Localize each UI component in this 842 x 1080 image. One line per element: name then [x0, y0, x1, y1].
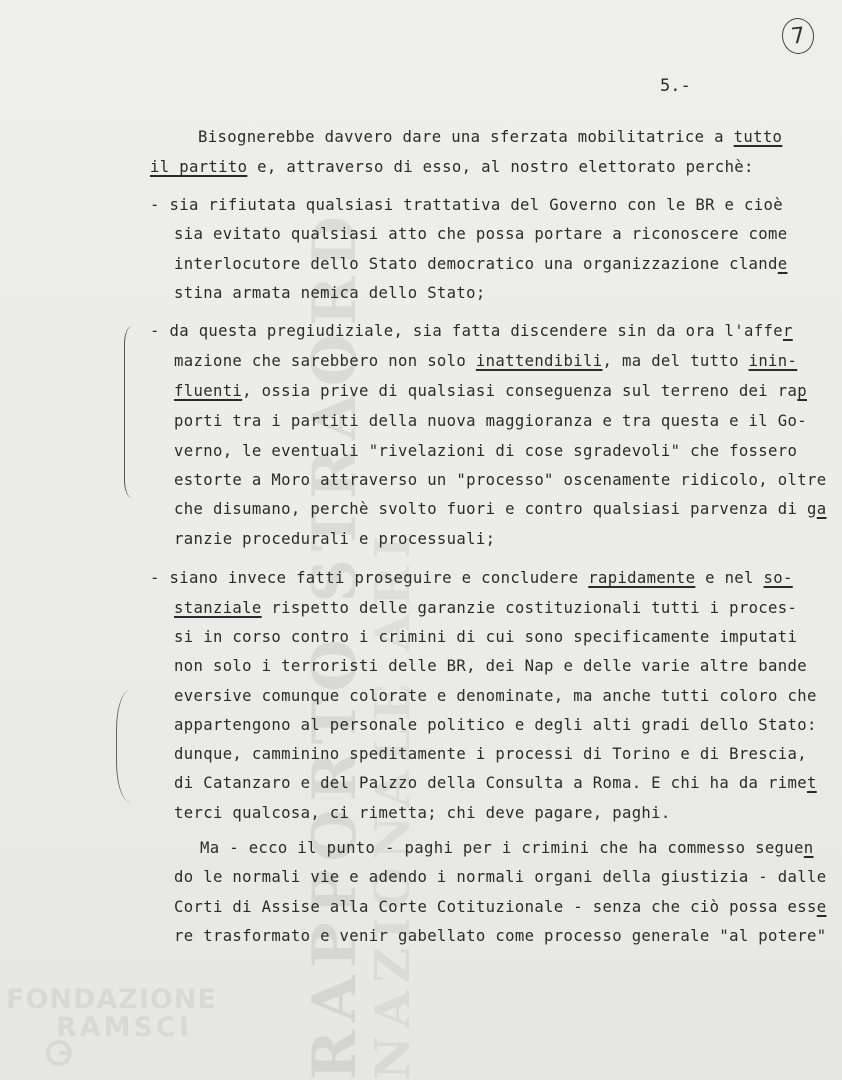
text-line [174, 499, 826, 519]
text-line [174, 715, 817, 735]
text-segment: interlocutore dello Stato democratico una organizzazione cland [174, 255, 778, 273]
text-segment: do le normali vie e adendo i normali organi della giustizia - dalle [174, 868, 827, 886]
text-segment: e nel [695, 569, 764, 587]
text-line [174, 867, 826, 887]
text-line [174, 897, 826, 917]
margin-bracket [116, 690, 137, 802]
underlined-text: inattendibili [475, 352, 603, 370]
text-segment: - da questa pregiudiziale, sia fatta discendere sin da ora l'affe [150, 322, 783, 340]
page-number: 5.- [660, 76, 691, 96]
text-segment: terci qualcosa, ci rimetta; chi deve pagare, paghi. [174, 804, 671, 822]
underlined-text: inin- [748, 352, 798, 370]
text-segment: - sia rifiutata qualsiasi trattativa del Governo con le BR e cioè [150, 196, 783, 214]
text-line [174, 283, 486, 303]
text-segment: e, attraverso di esso, al nostro elettorato perchè: [247, 158, 754, 176]
text-segment: ranzie procedurali e processuali; [174, 530, 496, 548]
text-segment: si in corso contro i crimini di cui sono specificamente imputati [174, 628, 798, 646]
text-segment: , ossia prive di qualsiasi conseguenza sul terreno dei ra [242, 382, 798, 400]
text-segment: sia evitato qualsiasi atto che possa portare a riconoscere come [174, 225, 788, 243]
underlined-text: so- [763, 569, 793, 587]
text-line [174, 627, 797, 647]
text-segment: porti tra i partiti della nuova maggioranza e tra questa e il Go- [174, 412, 807, 430]
text-segment: estorte a Moro attraverso un "processo" oscenamente ridicolo, oltre [174, 471, 827, 489]
text-line [174, 224, 788, 244]
margin-bracket [124, 326, 139, 498]
text-line [174, 381, 807, 401]
bleed-through-text: RAPPORTO STRAORD [300, 207, 370, 1080]
text-segment: Bisognerebbe davvero dare una sferzata mobilitatrice a [198, 128, 734, 146]
text-line [174, 803, 671, 823]
text-segment: Ma - ecco il punto - paghi per i crimini che ha commesso segue [200, 839, 804, 857]
text-line [174, 470, 826, 490]
text-line [174, 773, 817, 793]
circled-page-number: 7 [780, 16, 816, 55]
underlined-text: rapidamente [588, 569, 696, 587]
underlined-text: fluenti [174, 382, 243, 400]
text-segment: non solo i terroristi delle BR, dei Nap e delle varie altre bande [174, 657, 807, 675]
underlined-text: il partito [150, 158, 248, 176]
text-line [198, 127, 782, 147]
underlined-text: e [777, 255, 788, 273]
text-segment: mazione che sarebbero non solo [174, 352, 476, 370]
text-segment: Corti di Assise alla Corte Cotituzionale - senza che ciò possa ess [174, 898, 817, 916]
watermark-line-1: FONDAZIONE [6, 984, 217, 1015]
underlined-text: r [782, 322, 793, 340]
text-line [174, 744, 807, 764]
text-segment: dunque, camminino speditamente i processi di Torino e di Brescia, [174, 745, 807, 763]
text-segment: stina armata nemica dello Stato; [174, 284, 486, 302]
text-segment: eversive comunque colorate e denominate, ma anche tutti coloro che [174, 687, 817, 705]
text-line [174, 254, 788, 274]
foundation-watermark [6, 986, 217, 1042]
text-line [150, 157, 754, 177]
text-segment: re trasformato e venir gabellato come processo generale "al potere" [174, 927, 827, 945]
text-line [150, 568, 793, 588]
text-segment: rispetto delle garanzie costituzionali tutti i proces- [261, 599, 798, 617]
text-line [174, 598, 797, 618]
text-segment: appartengono al personale politico e degli alti gradi dello Stato: [174, 716, 817, 734]
watermark-line-2: RAMSCI [56, 1012, 192, 1043]
text-segment: , ma del tutto [602, 352, 749, 370]
underlined-text: p [797, 382, 808, 400]
underlined-text: e [816, 898, 827, 916]
text-line [174, 926, 826, 946]
text-segment: verno, le eventuali "rivelazioni di cose sgradevoli" che fossero [174, 442, 798, 460]
text-line [200, 838, 814, 858]
underlined-text: tutto [733, 128, 783, 146]
text-line [174, 686, 817, 706]
underlined-text: stanziale [174, 599, 262, 617]
underlined-text: a [816, 500, 827, 518]
bleed-through-text: NAZIONALE ARI [365, 527, 421, 1080]
underlined-text: n [803, 839, 814, 857]
text-line [150, 321, 793, 341]
text-segment: che disumano, perchè svolto fuori e contro qualsiasi parvenza di g [174, 500, 817, 518]
text-line [150, 195, 783, 215]
text-segment: di Catanzaro e del Palzzo della Consulta a Roma. E chi ha da rime [174, 774, 807, 792]
text-line [174, 529, 495, 549]
underlined-text: t [806, 774, 817, 792]
text-line [174, 656, 807, 676]
text-segment: - siano invece fatti proseguire e concludere [150, 569, 589, 587]
text-line [174, 351, 797, 371]
text-line [174, 411, 807, 431]
g-logo-icon [46, 1040, 72, 1066]
text-line [174, 441, 797, 461]
